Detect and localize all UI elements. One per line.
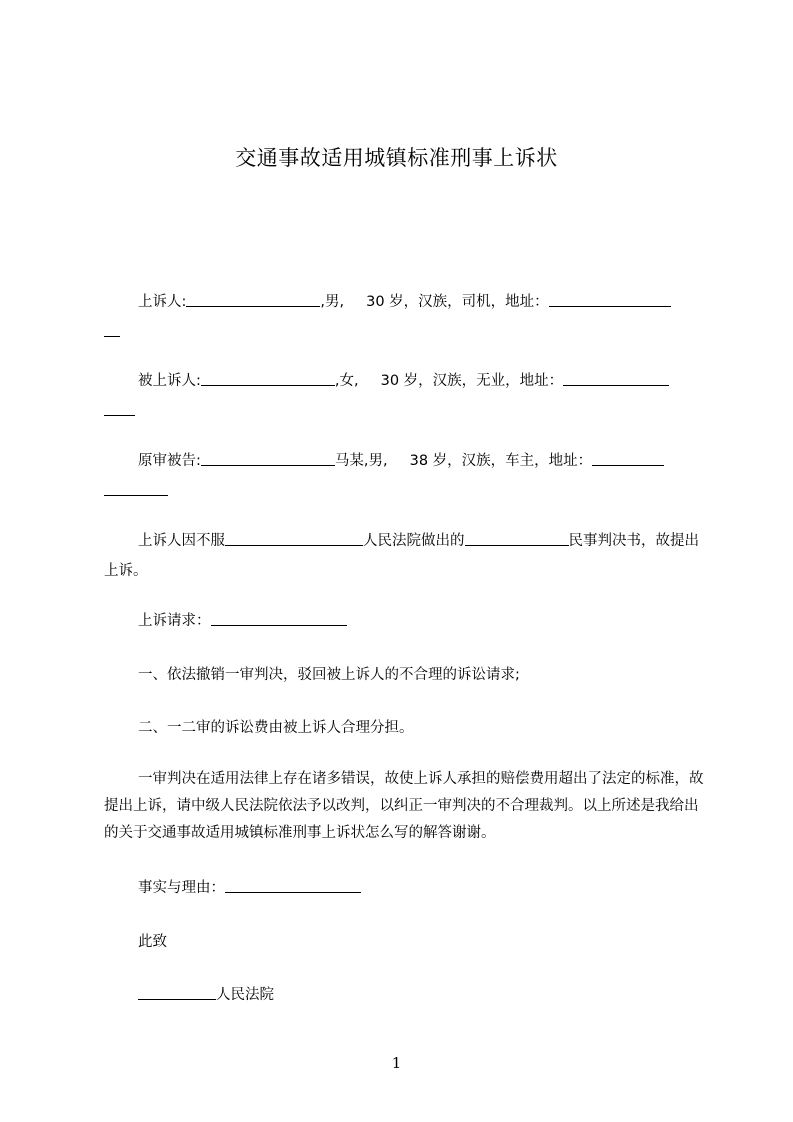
appeal-reason-paragraph <box>104 526 704 586</box>
court-name-blank <box>225 530 363 546</box>
appellant-line <box>104 287 704 347</box>
appellee-label: 被上诉人: <box>138 373 201 389</box>
appeal-reason-part2: 人民法院做出的 <box>363 533 465 549</box>
appellant-address-blank <box>549 291 671 307</box>
appellee-address-blank <box>563 370 669 386</box>
appellee-line <box>104 366 704 426</box>
appellant-address-blank-cont <box>104 321 120 337</box>
appellant-gender: ,男, <box>320 294 345 310</box>
court-blank <box>138 984 216 1000</box>
facts-blank <box>225 877 361 893</box>
page-number: 1 <box>391 1054 402 1072</box>
closing-line <box>104 927 704 957</box>
appellee-name-blank <box>201 370 335 386</box>
facts-label: 事实与理由： <box>138 880 225 896</box>
court-suffix: 人民法院 <box>216 987 274 1003</box>
appeal-request-label: 上诉请求： <box>138 613 211 629</box>
appeal-reason-part3: 民事判决书，故提出上诉。 <box>104 533 699 579</box>
argument-paragraph <box>104 766 704 847</box>
appeal-request-line <box>104 606 704 636</box>
defendant-name: 马某,男, <box>334 453 388 469</box>
argument-text: 一审判决在适用法律上存在诸多错误，故使上诉人承担的赔偿费用超出了法定的标准，故提出上诉，请中级人民法院依法予以改判，以纠正一审判决的不合理裁判。以上所述是我给出的关于交通事故适用城镇标准刑事上诉状怎么写的解答谢谢。 <box>104 771 704 841</box>
request-item-1 <box>104 660 704 690</box>
original-defendant-line <box>104 446 704 506</box>
defendant-address-blank <box>592 450 664 466</box>
appellee-details: 30 岁，汉族，无业，地址： <box>380 373 564 389</box>
defendant-details: 38 岁，汉族，车主，地址： <box>409 453 593 469</box>
document-title: 交通事故适用城镇标准刑事上诉状 <box>235 146 558 170</box>
closing-text: 此致 <box>138 934 167 950</box>
request-item-2 <box>104 713 704 743</box>
facts-line <box>104 873 704 903</box>
defendant-label: 原审被告: <box>138 453 201 469</box>
request-item-2-text: 二、一二审的诉讼费由被上诉人合理分担。 <box>138 720 414 736</box>
appellant-name-blank <box>186 291 320 307</box>
appeal-reason-part1: 上诉人因不服 <box>138 533 225 549</box>
court-line <box>104 980 704 1010</box>
appellant-details: 30 岁，汉族，司机，地址： <box>366 294 549 310</box>
appeal-request-blank <box>211 610 347 626</box>
defendant-address-blank-cont <box>104 480 168 496</box>
judgment-number-blank <box>465 530 569 546</box>
appellee-gender: ,女, <box>334 373 359 389</box>
defendant-blank <box>201 450 335 466</box>
request-item-1-text: 一、依法撤销一审判决，驳回被上诉人的不合理的诉讼请求; <box>138 667 520 683</box>
appellee-address-blank-cont <box>104 400 135 416</box>
appellant-label: 上诉人: <box>138 294 187 310</box>
